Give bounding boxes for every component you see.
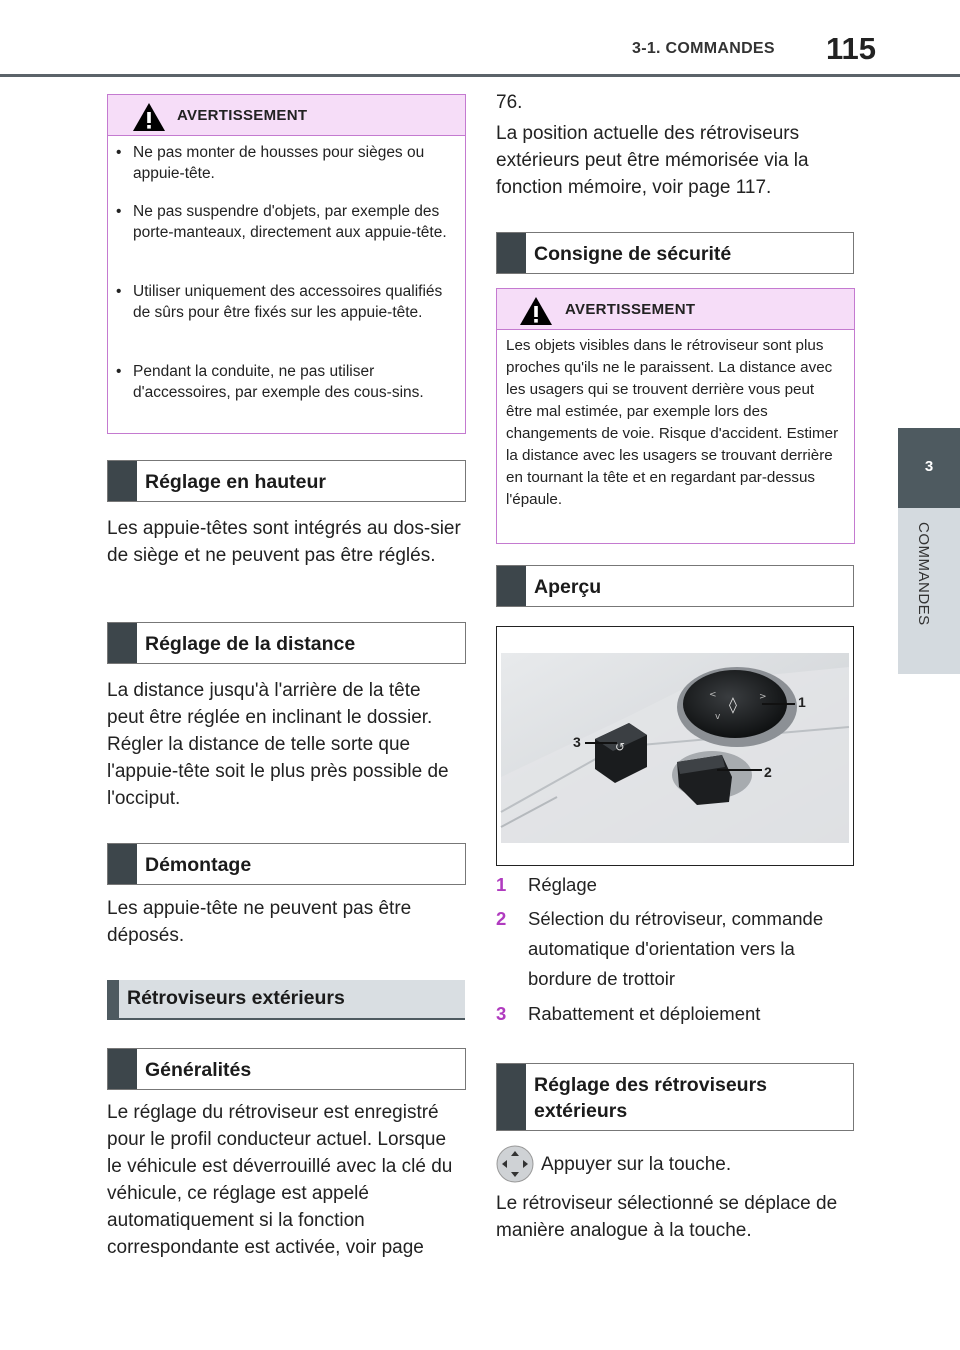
distance-text-1: La distance jusqu'à l'arrière de la tête peut être réglée en inclinant le dossier. xyxy=(107,680,433,728)
svg-text:◊: ◊ xyxy=(729,695,737,714)
four-way-arrow-icon xyxy=(496,1145,534,1183)
page-number: 115 xyxy=(826,31,877,66)
warning-header xyxy=(108,95,465,136)
general-text: Le réglage du rétroviseur est enregistré pour le profil conducteur actuel. Lorsque le véhicule est déverrouillé avec la clé du véhicule, ce réglage est appelé automatiquement si la fonction correspondante est activée, voir page xyxy=(107,1102,453,1258)
memory-text: La position actuelle des rétroviseurs extérieurs peut être mémorisée via la fonction mémoire, voir page 117. xyxy=(496,123,809,198)
chapter-label: COMMANDES xyxy=(915,522,932,626)
adjust-text-1: Appuyer sur la touche. xyxy=(541,1154,732,1175)
legend-item: 3 Rabattement et déploiement xyxy=(496,1003,761,1024)
warning-text: Les objets visibles dans le rétroviseur sont plus proches qu'ils ne le paraissent. La distance avec les usagers qui se trouvent derrière vous peut être mal estimée, par exemple lors des changements de voie. Risque d'accident. Estimer la distance avec les usagers se trouvant derrière en tournant la tête et en regardant par-dessus l'épaule. xyxy=(506,337,839,508)
header-rule xyxy=(0,74,960,77)
continued-text: 76. xyxy=(496,92,523,113)
removal-text: Les appuie-tête ne peuvent pas être déposés. xyxy=(107,898,412,946)
svg-text:<: < xyxy=(709,690,717,700)
section-heading-general: Généralités xyxy=(107,1048,466,1090)
legend-item: 2 Sélection du rétroviseur, commande automatique d'orientation vers la bordure de trottoir xyxy=(496,908,824,989)
section-heading-removal: Démontage xyxy=(107,843,466,885)
chapter-number: 3 xyxy=(924,458,934,475)
warning-triangle-icon xyxy=(132,102,166,132)
callout-1: 1 xyxy=(798,694,806,710)
warning-box-right xyxy=(496,288,855,544)
mirror-controls-figure xyxy=(496,626,854,866)
svg-text:>: > xyxy=(759,692,767,702)
adjust-text-2: Le rétroviseur sélectionné se déplace de manière analogue à la touche. xyxy=(496,1193,838,1241)
section-heading-safety: Consigne de sécurité xyxy=(496,232,854,274)
mirror-switch-illustration xyxy=(497,627,853,865)
warning-title: AVERTISSEMENT xyxy=(177,107,308,124)
chapter-section-heading: Rétroviseurs extérieurs xyxy=(107,980,465,1020)
warning-header xyxy=(497,289,854,330)
callout-2: 2 xyxy=(764,764,772,780)
warning-triangle-icon xyxy=(519,296,553,326)
callout-3: 3 xyxy=(573,734,581,750)
svg-text:↺: ↺ xyxy=(615,740,626,754)
warning-title: AVERTISSEMENT xyxy=(565,301,696,318)
height-text: Les appuie-têtes sont intégrés au dos-sier de siège et ne peuvent pas être réglés. xyxy=(107,518,461,566)
section-heading-adjust: Réglage des rétroviseurs extérieurs xyxy=(496,1063,854,1131)
warning-box-left: AVERTISSEMENT • Ne pas monter de housses pour sièges ou appuie-tête. • Ne pas suspendre d'objets, par exemple des porte-manteaux, directement aux appuie-tête. • Utiliser uniquement des accessoires qualifiés de sûrs pour être fixés sur les appuie-tête. • Pendant la conduite, ne pas utiliser d'accessoires, par exemple des cous-sins. xyxy=(107,94,466,434)
section-heading-distance: Réglage de la distance xyxy=(107,622,466,664)
running-header: 3-1. COMMANDES xyxy=(632,40,775,57)
distance-text-2: Régler la distance de telle sorte que l'appuie-tête soit le plus près possible de l'occiput. xyxy=(107,734,449,809)
section-heading-height: Réglage en hauteur xyxy=(107,460,466,502)
svg-text:v: v xyxy=(715,712,721,722)
legend-item: 1 Réglage xyxy=(496,874,597,895)
section-heading-overview: Aperçu xyxy=(496,565,854,607)
